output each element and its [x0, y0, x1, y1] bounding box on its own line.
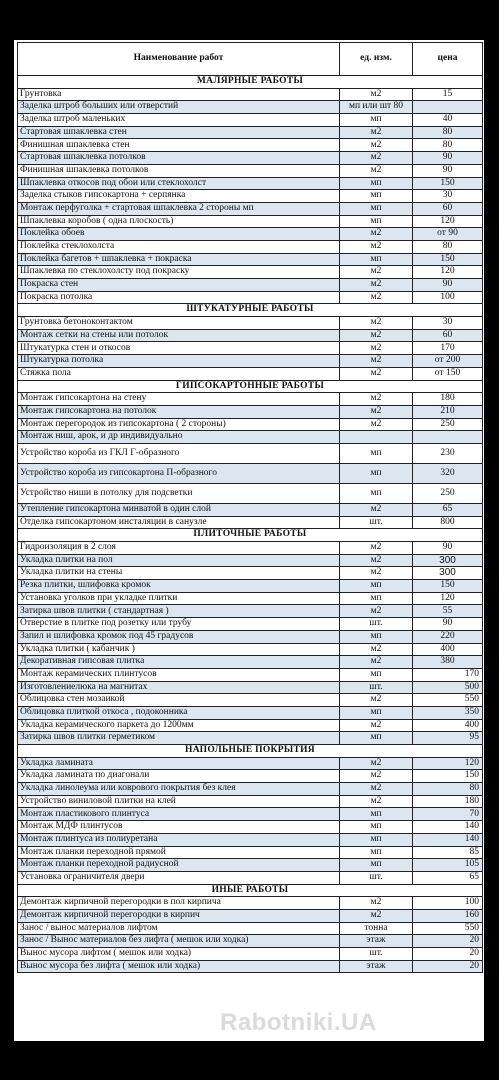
unit-cell: м2	[340, 228, 413, 241]
unit-cell: м2	[340, 291, 413, 304]
price-cell: 120	[413, 266, 483, 279]
work-name-cell: Вынос мусора без лифта ( мешок или ходка)	[18, 960, 340, 973]
work-name-cell: Облицовка плиткой откоса , подоконника	[18, 706, 340, 719]
work-name-cell: Устройство короба из гипсокартона П-образного	[18, 463, 340, 483]
unit-cell: м2	[340, 266, 413, 279]
section-header-row	[18, 884, 483, 897]
work-name-cell: Декоративная гипсовая плитка	[18, 656, 340, 669]
table-row	[18, 88, 483, 101]
price-cell: 95	[413, 732, 483, 745]
price-cell: 90	[413, 542, 483, 555]
table-row	[18, 694, 483, 707]
work-name-cell: Финишная шпаклевка стен	[18, 139, 340, 152]
unit-cell: м2	[340, 554, 413, 567]
unit-cell: м2	[340, 405, 413, 418]
table-row	[18, 228, 483, 241]
table-row	[18, 329, 483, 342]
work-name-cell: Укладка керамического паркета до 1200мм	[18, 719, 340, 732]
table-row	[18, 554, 483, 567]
price-cell: 30	[413, 317, 483, 330]
unit-cell: м2	[340, 240, 413, 253]
work-name-cell: Резка плитки, шлифовка кромок	[18, 580, 340, 593]
price-cell: 80	[413, 240, 483, 253]
table-row	[18, 215, 483, 228]
price-cell: 220	[413, 630, 483, 643]
price-cell: 160	[413, 909, 483, 922]
work-name-cell: Поклейка стеклохолста	[18, 240, 340, 253]
price-cell: 65	[413, 871, 483, 884]
unit-cell: мп	[340, 846, 413, 859]
unit-cell: м2	[340, 542, 413, 555]
price-cell: 100	[413, 291, 483, 304]
unit-cell: мп	[340, 190, 413, 203]
price-cell: от 150	[413, 367, 483, 380]
unit-cell: м2	[340, 503, 413, 516]
work-name-cell: Грунтовка	[18, 88, 340, 101]
work-name-cell: Покраска стен	[18, 279, 340, 292]
price-cell: 15	[413, 88, 483, 101]
price-cell: 85	[413, 846, 483, 859]
unit-cell: тонна	[340, 922, 413, 935]
table-row	[18, 317, 483, 330]
work-name-cell: Заделка стыков гипсокартона + серпянка	[18, 190, 340, 203]
unit-cell: м2	[340, 329, 413, 342]
work-name-cell: Демонтаж кирпичной перегородки в пол кирпича	[18, 897, 340, 910]
unit-cell: мп	[340, 592, 413, 605]
section-header-row	[18, 380, 483, 393]
unit-cell: м2	[340, 567, 413, 580]
unit-cell: мп	[340, 808, 413, 821]
unit-cell: м2	[340, 783, 413, 796]
work-name-cell: Занос / вынос материалов лифтом	[18, 922, 340, 935]
price-cell: 250	[413, 418, 483, 431]
price-cell: 80	[413, 126, 483, 139]
price-cell	[413, 101, 483, 114]
table-row	[18, 266, 483, 279]
work-name-cell: Занос / Вынос материалов без лифта ( мешок или ходка)	[18, 935, 340, 948]
price-cell: 20	[413, 935, 483, 948]
table-row	[18, 681, 483, 694]
price-cell: 140	[413, 821, 483, 834]
work-name-cell: Изготовлениелюка на магнитах	[18, 681, 340, 694]
work-name-cell: Монтаж гипсокартона на потолок	[18, 405, 340, 418]
table-row	[18, 871, 483, 884]
table-row	[18, 152, 483, 165]
table-row	[18, 190, 483, 203]
section-title: ШТУКАТУРНЫЕ РАБОТЫ	[18, 304, 483, 317]
table-row	[18, 279, 483, 292]
work-name-cell: Укладка ламината по диагонали	[18, 770, 340, 783]
price-cell: 250	[413, 483, 483, 503]
table-row	[18, 897, 483, 910]
work-name-cell: Покраска потолка	[18, 291, 340, 304]
unit-cell: м2	[340, 418, 413, 431]
unit-cell: м2	[340, 719, 413, 732]
table-row	[18, 846, 483, 859]
unit-cell: м2	[340, 393, 413, 406]
unit-cell: мп	[340, 177, 413, 190]
unit-cell: м2	[340, 355, 413, 368]
table-row	[18, 516, 483, 529]
table-row	[18, 463, 483, 483]
price-cell: 105	[413, 859, 483, 872]
work-name-cell: Заделка штроб больших или отверстий	[18, 101, 340, 114]
table-row	[18, 935, 483, 948]
price-list-sheet	[14, 40, 484, 1041]
price-cell: 180	[413, 795, 483, 808]
price-cell: 90	[413, 164, 483, 177]
unit-cell: этаж	[340, 935, 413, 948]
price-cell: 350	[413, 706, 483, 719]
table-row	[18, 719, 483, 732]
table-row	[18, 833, 483, 846]
table-row	[18, 960, 483, 973]
work-name-cell: Монтаж керамических плинтусов	[18, 668, 340, 681]
header-name: Наименование работ	[18, 43, 340, 76]
price-cell: 120	[413, 215, 483, 228]
table-row	[18, 139, 483, 152]
unit-cell: мп	[340, 821, 413, 834]
work-name-cell: Отверстие в плитке под розетку или трубу	[18, 618, 340, 631]
price-cell: 150	[413, 770, 483, 783]
work-name-cell: Стартовая шпаклевка потолков	[18, 152, 340, 165]
unit-cell: мп	[340, 706, 413, 719]
price-cell: 60	[413, 202, 483, 215]
section-title: ГИПСОКАРТОННЫЕ РАБОТЫ	[18, 380, 483, 393]
section-title: МАЛЯРНЫЕ РАБОТЫ	[18, 76, 483, 89]
work-name-cell: Облицовка стен мозаикой	[18, 694, 340, 707]
section-header-row	[18, 76, 483, 89]
price-cell: 30	[413, 190, 483, 203]
table-row	[18, 483, 483, 503]
price-cell: 170	[413, 342, 483, 355]
work-name-cell: Монтаж плинтуса из полиуретана	[18, 833, 340, 846]
table-row	[18, 656, 483, 669]
price-cell: 20	[413, 960, 483, 973]
work-name-cell: Устройство виниловой плитки на клей	[18, 795, 340, 808]
header-price: цена	[413, 43, 483, 76]
price-cell: 500	[413, 681, 483, 694]
unit-cell: м2	[340, 126, 413, 139]
price-cell: 300	[413, 567, 483, 580]
unit-cell: шт.	[340, 948, 413, 961]
work-name-cell: Запил и шлифовка кромок под 45 градусов	[18, 630, 340, 643]
price-cell: 90	[413, 152, 483, 165]
unit-cell: мп	[340, 732, 413, 745]
price-cell: 40	[413, 114, 483, 127]
table-row	[18, 240, 483, 253]
unit-cell: мп	[340, 483, 413, 503]
unit-cell: м2	[340, 656, 413, 669]
unit-cell: м2	[340, 367, 413, 380]
price-cell: от 90	[413, 228, 483, 241]
price-cell: 210	[413, 405, 483, 418]
unit-cell: м2	[340, 897, 413, 910]
unit-cell: шт.	[340, 871, 413, 884]
price-cell: 140	[413, 833, 483, 846]
unit-cell: шт.	[340, 516, 413, 529]
price-cell: 65	[413, 503, 483, 516]
table-row	[18, 177, 483, 190]
table-row	[18, 909, 483, 922]
unit-cell: мп или шт 80	[340, 101, 413, 114]
section-title: НАПОЛЬНЫЕ ПОКРЫТИЯ	[18, 745, 483, 758]
unit-cell: этаж	[340, 960, 413, 973]
table-row	[18, 859, 483, 872]
unit-cell: м2	[340, 317, 413, 330]
work-name-cell: Затирка швов плитки ( стандартная )	[18, 605, 340, 618]
table-row	[18, 443, 483, 463]
table-row	[18, 643, 483, 656]
unit-cell: м2	[340, 279, 413, 292]
table-row	[18, 732, 483, 745]
unit-cell: мп	[340, 859, 413, 872]
table-row	[18, 126, 483, 139]
unit-cell: мп	[340, 215, 413, 228]
work-name-cell: Монтаж ниш, арок, и др индивидуально	[18, 431, 340, 444]
work-name-cell: Укладка плитки на стены	[18, 567, 340, 580]
price-cell: 180	[413, 393, 483, 406]
work-name-cell: Гидроизоляция в 2 слоя	[18, 542, 340, 555]
table-row	[18, 367, 483, 380]
price-cell: 550	[413, 922, 483, 935]
unit-cell: мп	[340, 463, 413, 483]
unit-cell: м2	[340, 164, 413, 177]
table-row	[18, 605, 483, 618]
unit-cell: м2	[340, 643, 413, 656]
table-row	[18, 592, 483, 605]
price-cell: 120	[413, 592, 483, 605]
table-row	[18, 567, 483, 580]
work-name-cell: Финишная шпаклевка потолков	[18, 164, 340, 177]
work-name-cell: Вынос мусора лифтом ( мешок или ходка)	[18, 948, 340, 961]
table-row	[18, 580, 483, 593]
table-row	[18, 757, 483, 770]
price-cell: 380	[413, 656, 483, 669]
table-row	[18, 630, 483, 643]
price-cell: 80	[413, 783, 483, 796]
work-name-cell: Шпаклевка коробов ( одна плоскость)	[18, 215, 340, 228]
price-cell: 70	[413, 808, 483, 821]
unit-cell: мп	[340, 580, 413, 593]
work-name-cell: Демонтаж кирпичной перегородки в кирпич	[18, 909, 340, 922]
price-cell: 320	[413, 463, 483, 483]
work-name-cell: Стяжка пола	[18, 367, 340, 380]
table-row	[18, 542, 483, 555]
work-name-cell: Штукатурка стен и откосов	[18, 342, 340, 355]
table-row	[18, 405, 483, 418]
work-name-cell: Грунтовка бетоноконтактом	[18, 317, 340, 330]
price-cell: 150	[413, 177, 483, 190]
work-name-cell: Стартовая шпаклевка стен	[18, 126, 340, 139]
price-cell: 170	[413, 668, 483, 681]
unit-cell: мп	[340, 114, 413, 127]
unit-cell: м2	[340, 342, 413, 355]
work-name-cell: Утепление гипсокартона минватой в один слой	[18, 503, 340, 516]
unit-cell: м2	[340, 909, 413, 922]
header-unit: ед. изм.	[340, 43, 413, 76]
unit-cell	[340, 431, 413, 444]
unit-cell: м2	[340, 605, 413, 618]
work-name-cell: Укладка плитки ( кабанчик )	[18, 643, 340, 656]
work-name-cell: Укладка ламината	[18, 757, 340, 770]
section-header-row	[18, 745, 483, 758]
table-row	[18, 795, 483, 808]
work-name-cell: Укладка линолеума или коврового покрытия без клея	[18, 783, 340, 796]
work-name-cell: Отделка гипсокартоном инсталяции в санузле	[18, 516, 340, 529]
watermark-text: Rabotniki.UA	[220, 1009, 377, 1036]
unit-cell: мп	[340, 668, 413, 681]
table-row	[18, 770, 483, 783]
work-name-cell: Устройство короба из ГКЛ Г-образного	[18, 443, 340, 463]
work-name-cell: Монтаж гипсокартона на стену	[18, 393, 340, 406]
table-row	[18, 342, 483, 355]
unit-cell: мп	[340, 630, 413, 643]
table-row	[18, 922, 483, 935]
work-name-cell: Установка уголков при укладке плитки	[18, 592, 340, 605]
section-header-row	[18, 529, 483, 542]
price-cell: 80	[413, 139, 483, 152]
table-row	[18, 503, 483, 516]
table-row	[18, 114, 483, 127]
work-name-cell: Заделка штроб маленьких	[18, 114, 340, 127]
unit-cell: м2	[340, 88, 413, 101]
work-name-cell: Шпаклевка откосов под обои или стеклохолст	[18, 177, 340, 190]
table-row	[18, 783, 483, 796]
work-name-cell: Укладка плитки на пол	[18, 554, 340, 567]
table-row	[18, 393, 483, 406]
work-name-cell: Поклейка обоев	[18, 228, 340, 241]
unit-cell: м2	[340, 139, 413, 152]
price-cell: 300	[413, 554, 483, 567]
table-row	[18, 821, 483, 834]
price-cell: 150	[413, 580, 483, 593]
table-row	[18, 431, 483, 444]
unit-cell: мп	[340, 202, 413, 215]
price-cell: 100	[413, 897, 483, 910]
work-name-cell: Монтаж пластикового плинтуса	[18, 808, 340, 821]
work-name-cell: Затирка швов плитки герметиком	[18, 732, 340, 745]
price-cell: 230	[413, 443, 483, 463]
work-name-cell: Штукатурка потолка	[18, 355, 340, 368]
price-table	[17, 42, 483, 973]
unit-cell: м2	[340, 770, 413, 783]
section-header-row	[18, 304, 483, 317]
section-title: ИНЫЕ РАБОТЫ	[18, 884, 483, 897]
unit-cell: мп	[340, 443, 413, 463]
unit-cell: шт.	[340, 618, 413, 631]
price-cell: 150	[413, 253, 483, 266]
table-row	[18, 164, 483, 177]
table-row	[18, 291, 483, 304]
unit-cell: мп	[340, 833, 413, 846]
table-row	[18, 101, 483, 114]
price-cell: 90	[413, 618, 483, 631]
price-cell: 550	[413, 694, 483, 707]
work-name-cell: Монтаж перфуголка + стартовая шпаклевка 2 стороны мп	[18, 202, 340, 215]
work-name-cell: Монтаж МДФ плинтусов	[18, 821, 340, 834]
unit-cell: м2	[340, 795, 413, 808]
work-name-cell: Поклейка багетов + шпаклевка + покраска	[18, 253, 340, 266]
section-title: ПЛИТОЧНЫЕ РАБОТЫ	[18, 529, 483, 542]
price-cell: 400	[413, 719, 483, 732]
table-row	[18, 668, 483, 681]
table-row	[18, 618, 483, 631]
table-row	[18, 948, 483, 961]
unit-cell: м2	[340, 694, 413, 707]
work-name-cell: Устройство ниши в потолку для подсветки	[18, 483, 340, 503]
table-row	[18, 418, 483, 431]
price-cell: 400	[413, 643, 483, 656]
table-row	[18, 355, 483, 368]
work-name-cell: Установка ограничителя двери	[18, 871, 340, 884]
price-cell: 60	[413, 329, 483, 342]
unit-cell: м2	[340, 152, 413, 165]
work-name-cell: Монтаж сетки на стены или потолок	[18, 329, 340, 342]
table-row	[18, 202, 483, 215]
unit-cell: мп	[340, 253, 413, 266]
work-name-cell: Монтаж планки переходной радиусной	[18, 859, 340, 872]
work-name-cell: Монтаж планки переходной прямой	[18, 846, 340, 859]
work-name-cell: Монтаж перегородок из гипсокартона ( 2 стороны)	[18, 418, 340, 431]
price-cell: 90	[413, 279, 483, 292]
price-cell: 800	[413, 516, 483, 529]
price-cell	[413, 431, 483, 444]
unit-cell: м2	[340, 757, 413, 770]
price-cell: 20	[413, 948, 483, 961]
unit-cell: шт.	[340, 681, 413, 694]
table-row	[18, 253, 483, 266]
table-row	[18, 706, 483, 719]
price-cell: 120	[413, 757, 483, 770]
table-row	[18, 808, 483, 821]
price-cell: от 200	[413, 355, 483, 368]
price-cell: 55	[413, 605, 483, 618]
work-name-cell: Шпаклевка по стеклохолсту под покраску	[18, 266, 340, 279]
table-header-row	[18, 43, 483, 76]
